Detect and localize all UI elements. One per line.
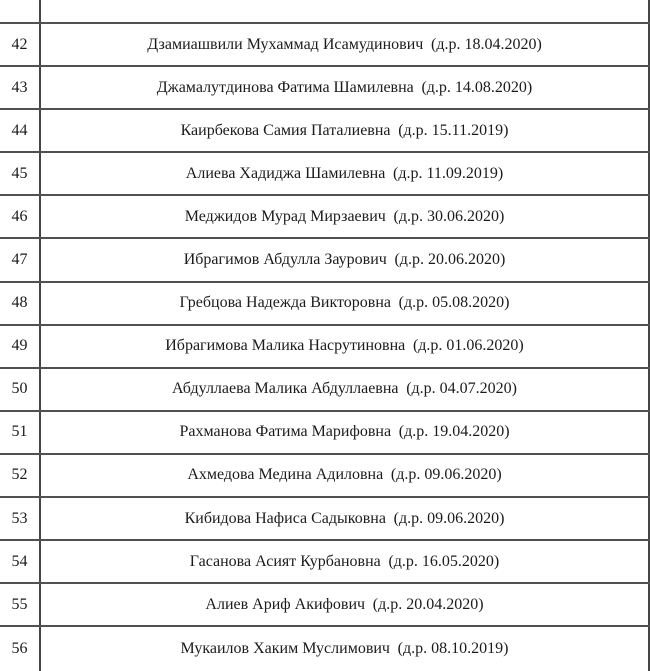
row-number: 49 — [0, 326, 41, 367]
name-cell — [41, 584, 650, 625]
person-name: Меджидов Мурад Мирзаевич — [184, 207, 386, 225]
birth-date: (д.р. 09.06.2020) — [393, 509, 505, 527]
person-name: Гребцова Надежда Викторовна — [179, 294, 391, 312]
name-cell — [41, 283, 650, 324]
birth-date: (д.р. 09.06.2020) — [390, 466, 502, 484]
name-cell — [41, 110, 650, 151]
table-row — [0, 24, 650, 67]
name-cell — [41, 24, 650, 65]
birth-date: (д.р. 04.07.2020) — [406, 380, 517, 398]
table-row — [0, 239, 650, 282]
name-cell — [41, 153, 650, 194]
row-number: 54 — [0, 541, 41, 582]
birth-date: (д.р. 15.11.2019) — [398, 121, 509, 139]
row-number: 47 — [0, 239, 41, 280]
row-number: 42 — [0, 24, 41, 65]
row-number: 43 — [0, 67, 41, 108]
row-number: 46 — [0, 196, 41, 237]
birth-date: (д.р. 11.09.2019) — [393, 164, 504, 182]
name-cell — [41, 498, 650, 539]
row-number: 50 — [0, 369, 41, 410]
table-row — [0, 412, 650, 455]
name-cell — [41, 196, 650, 237]
table-row — [0, 326, 650, 369]
birth-date: (д.р. 05.08.2020) — [398, 294, 510, 312]
table-row — [0, 153, 650, 196]
table-row — [0, 110, 650, 153]
table-row — [0, 541, 650, 584]
row-number — [0, 0, 41, 22]
table-row — [0, 0, 650, 24]
row-number: 52 — [0, 455, 41, 496]
person-name: Ахмедова Медина Адиловна — [187, 466, 384, 484]
birth-date: (д.р. 20.04.2020) — [372, 595, 484, 613]
birth-date: (д.р. 08.10.2019) — [397, 640, 509, 658]
row-number: 51 — [0, 412, 41, 453]
name-cell — [41, 0, 650, 22]
person-name: Гасанова Асият Курбановна — [189, 552, 381, 570]
person-name: Джамалутдинова Фатима Шамилевна — [156, 78, 414, 96]
name-cell — [41, 67, 650, 108]
row-number: 55 — [0, 584, 41, 625]
name-cell — [41, 326, 650, 367]
person-name: Ибрагимов Абдулла Заурович — [183, 251, 387, 269]
name-cell — [41, 369, 650, 410]
table-row — [0, 584, 650, 627]
row-number: 45 — [0, 153, 41, 194]
birth-date: (д.р. 14.08.2020) — [421, 78, 533, 96]
birth-date: (д.р. 30.06.2020) — [393, 207, 505, 225]
table-row — [0, 627, 650, 671]
name-cell — [41, 412, 650, 453]
person-name: Алиева Хадиджа Шамилевна — [185, 164, 386, 182]
birth-date: (д.р. 01.06.2020) — [412, 337, 524, 355]
person-name: Кибидова Нафиса Садыковна — [184, 509, 386, 527]
table-row — [0, 498, 650, 541]
person-name: Алиев Ариф Акифович — [205, 595, 366, 613]
birth-date: (д.р. 20.06.2020) — [394, 251, 506, 269]
person-name: Рахманова Фатима Марифовна — [179, 423, 392, 441]
birth-date: (д.р. 19.04.2020) — [398, 423, 510, 441]
name-cell — [41, 541, 650, 582]
table-row — [0, 67, 650, 110]
name-cell — [41, 627, 650, 671]
person-name: Абдуллаева Малика Абдуллаевна — [172, 380, 399, 398]
table-row — [0, 455, 650, 498]
row-number: 48 — [0, 283, 41, 324]
row-number: 53 — [0, 498, 41, 539]
person-name: Каирбекова Самия Паталиевна — [180, 121, 391, 139]
table-row — [0, 369, 650, 412]
name-cell — [41, 239, 650, 280]
table-row — [0, 196, 650, 239]
row-number: 44 — [0, 110, 41, 151]
birth-date: (д.р. 16.05.2020) — [388, 552, 500, 570]
row-number: 56 — [0, 627, 41, 671]
birth-date: (д.р. 18.04.2020) — [430, 35, 542, 53]
person-name: Ибрагимова Малика Насрутиновна — [165, 337, 406, 355]
person-name: Дзамиашвили Мухаммад Исамудинович — [147, 35, 424, 53]
person-name: Мукаилов Хаким Муслимович — [180, 640, 390, 658]
name-cell — [41, 455, 650, 496]
table-row — [0, 283, 650, 326]
